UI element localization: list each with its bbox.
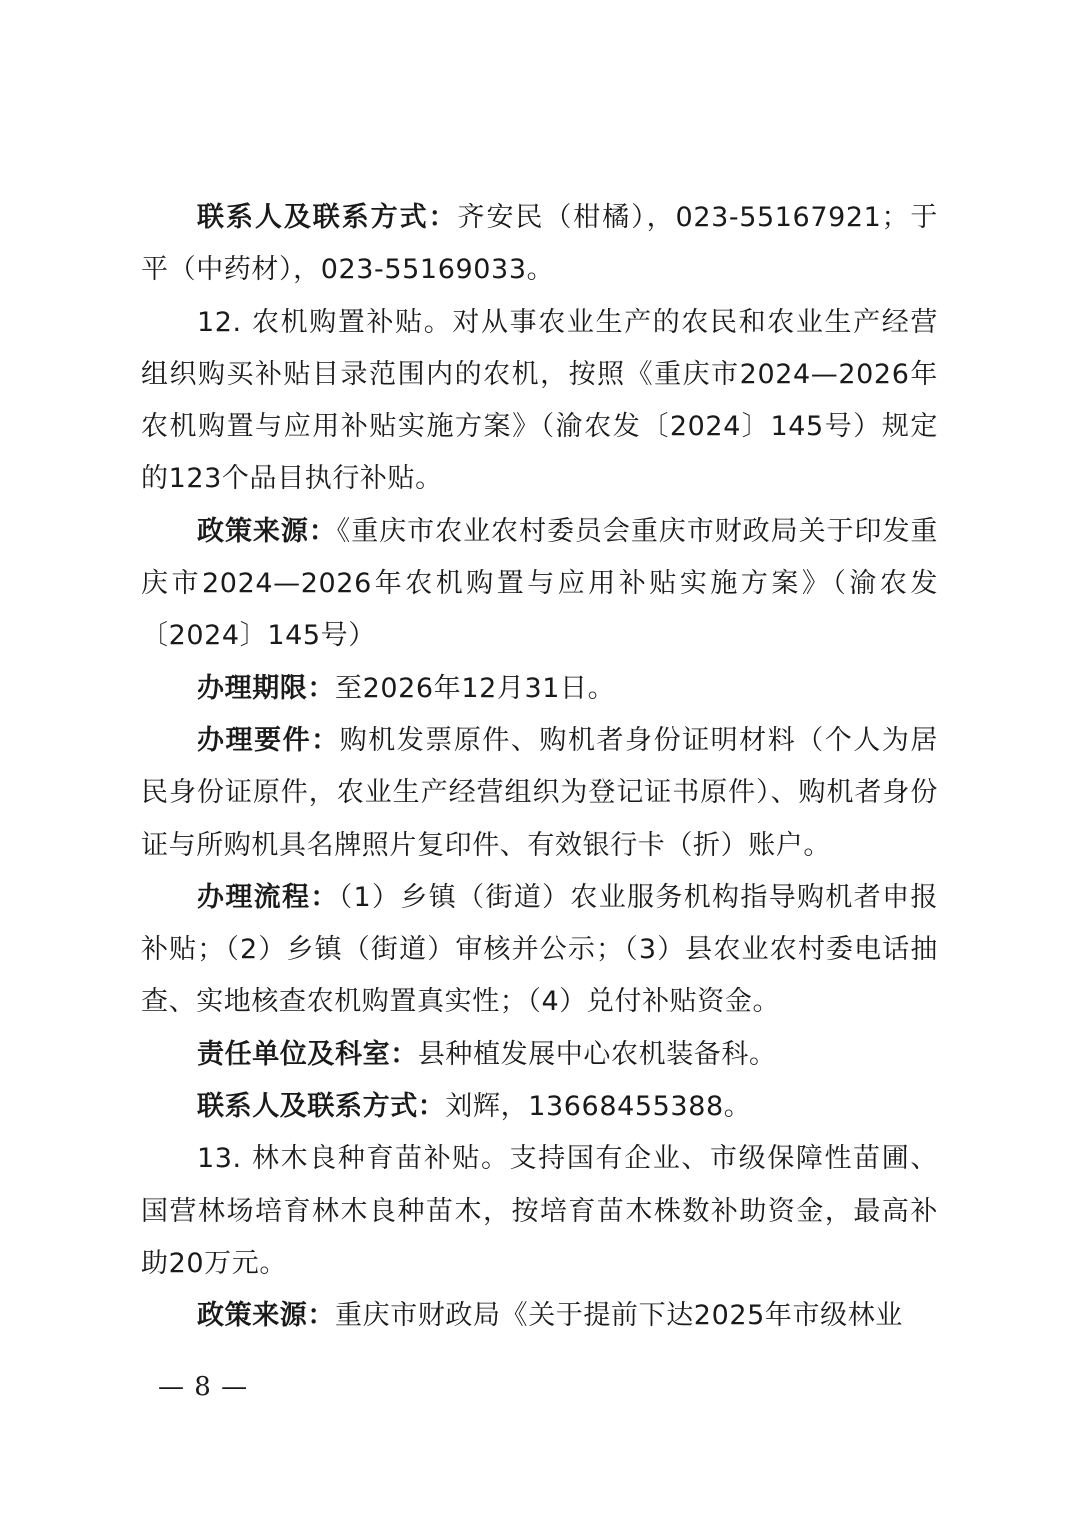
paragraph-text: 重庆市财政局《关于提前下达2025年市级林业 (335, 1300, 903, 1332)
paragraph-text: 《重庆市农业农村委员会重庆市财政局关于印发重庆市2024—2026年农机购置与应用补贴实施方案》（渝农发〔2024〕145号） (141, 515, 939, 652)
paragraph-text: 县种植发展中心农机装备科。 (417, 1038, 777, 1070)
paragraph-label: 政策来源： (197, 515, 337, 547)
paragraph-label: 办理流程： (197, 881, 339, 913)
paragraph-policy-source-2 (141, 1290, 938, 1342)
paragraph-text: （1）乡镇（街道）农业服务机构指导购机者申报补贴；（2）乡镇（街道）审核并公示；（3）县农业农村委电话抽查、实地核查农机购置真实性；（4）兑付补贴资金。 (141, 881, 938, 1018)
paragraph-contact-1 (141, 192, 938, 297)
paragraph-text: 购机发票原件、购机者身份证明材料（个人为居民身份证原件，农业生产经营组织为登记证书原件）、购机者身份证与所购机具名牌照片复印件、有效银行卡（折）账户。 (141, 724, 938, 861)
paragraph-responsible-unit (141, 1029, 938, 1081)
paragraph-label: 联系人及联系方式： (197, 202, 458, 233)
paragraph-text: 13. 林木良种育苗补贴。支持国有企业、市级保障性苗圃、国营林场培育林木良种苗木，按培育苗木株数补助资金，最高补助20万元。 (141, 1143, 938, 1279)
paragraph-text: 12. 农机购置补贴。对从事农业生产的农民和农业生产经营组织购买补贴目录范围内的农机，按照《重庆市2024—2026年农机购置与应用补贴实施方案》（渝农发〔2024〕145号）规定的123个品目执行补贴。 (141, 306, 938, 495)
paragraph-policy-source-1 (141, 506, 938, 663)
paragraph-label: 办理期限： (197, 672, 335, 704)
paragraph-label: 办理要件： (197, 724, 340, 756)
paragraph-label: 政策来源： (197, 1300, 335, 1332)
paragraph-label: 联系人及联系方式： (197, 1091, 446, 1123)
paragraph-item-12 (141, 297, 938, 506)
paragraph-label: 责任单位及科室： (197, 1038, 418, 1070)
paragraph-process (141, 872, 938, 1029)
paragraph-text: 齐安民（柑橘），023-55167921；于平（中药材），023-55169033。 (141, 202, 938, 286)
paragraph-text: 刘辉，13668455388。 (445, 1091, 752, 1123)
page-number: — 8 — (158, 1372, 249, 1402)
paragraph-text: 至2026年12月31日。 (335, 672, 616, 704)
paragraph-requirements (141, 715, 938, 872)
paragraph-contact-2 (141, 1081, 938, 1133)
paragraph-item-13 (141, 1133, 938, 1290)
document-body (141, 192, 938, 1343)
paragraph-deadline (141, 663, 938, 715)
